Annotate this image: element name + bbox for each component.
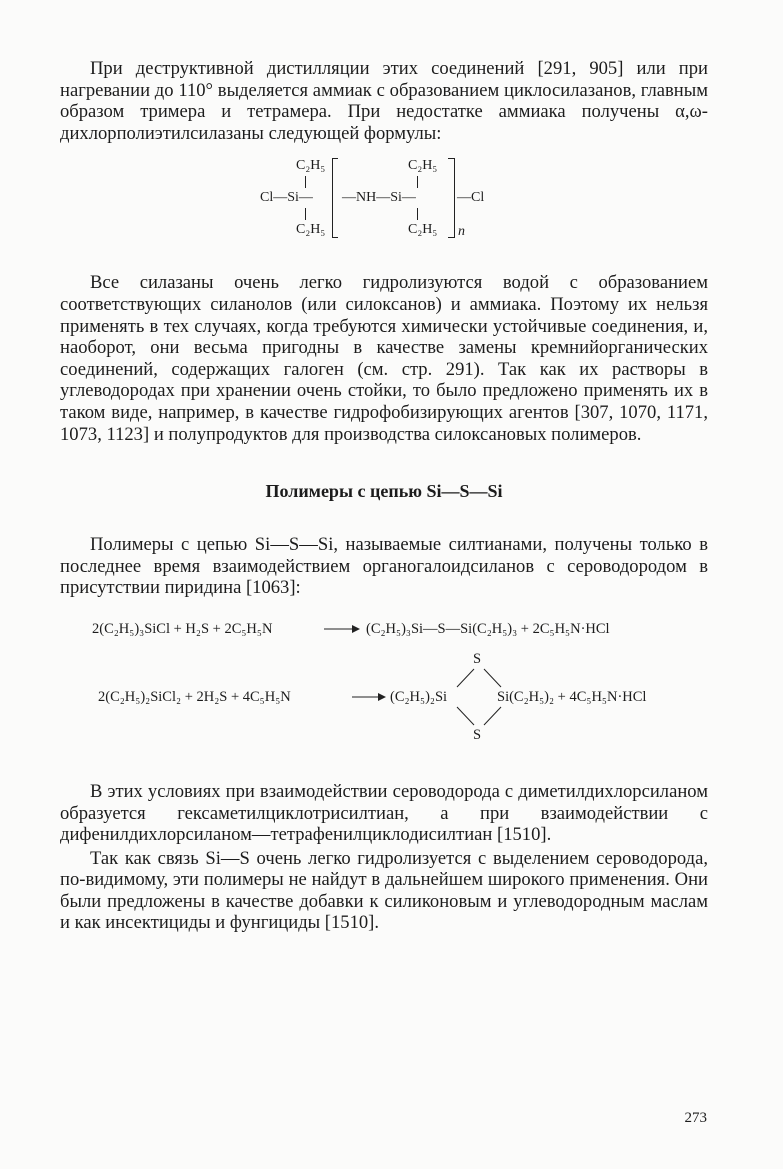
paragraph-3: Полимеры с цепью Si—S—Si, называемые силтианами, получены только в последнее время взаимодействием органогалоидсиланов с сероводородом в присутствии пиридина [1063]: — [60, 534, 708, 599]
paragraph-1: При деструктивной дистилляции этих соединений [291, 905] или при нагревании до 110° выделяется аммиак с образованием циклосилазанов, главным образом тримера и тетрамера. При недостатке аммиака получены α,ω-дихлорполиэтилсилазаны следующей формулы: — [60, 58, 708, 144]
page-number: 273 — [684, 1110, 707, 1126]
ring-sulfur-bottom: S — [473, 726, 482, 743]
formula-c2h5-bottom-left: C₂H₅ — [296, 222, 326, 238]
formula-c2h5-top-left: C₂H₅ — [296, 158, 326, 174]
reaction-2-ring-left: (C₂H₅)₂Si — [390, 688, 448, 705]
structural-formula — [60, 144, 708, 272]
ring-sulfur-top: S — [473, 650, 482, 667]
page-content — [60, 58, 708, 934]
reaction-1-reactants: 2(C₂H₅)₃SiCl + H₂S + 2C₅H₅N — [92, 620, 273, 637]
formula-cl-si: Cl—Si— — [260, 190, 313, 206]
reaction-1-products: (C₂H₅)₃Si—S—Si(C₂H₅)₃ + 2C₅H₅N·HCl — [366, 620, 610, 637]
reaction-2-ring-right-products: Si(C₂H₅)₂ + 4C₅H₅N·HCl — [497, 688, 647, 705]
reaction-scheme — [60, 617, 708, 745]
formula-cl-end: —Cl — [457, 190, 485, 206]
formula-nh-si: —NH—Si— — [342, 190, 416, 206]
reaction-2-reactants: 2(C₂H₅)₂SiCl₂ + 2H₂S + 4C₅H₅N — [98, 688, 291, 705]
paragraph-2: Все силазаны очень легко гидролизуются водой с образованием соответствующих силанолов (или силоксанов) и аммиака. Поэтому их нельзя применять в тех случаях, когда требуются химически устойчивые соединения, и, наоборот, они весьма пригодны в качестве замены кремнийорганических соединений, содержащих галоген (см. стр. 291). Так как их растворы в углеводородах при хранении очень стойки, то было предложено применять их в таком виде, например, в качестве гидрофобизирующих агентов [307, 1070, 1171, 1073, 1123] и полупродуктов для производства силоксановых полимеров. — [60, 272, 708, 445]
formula-c2h5-top-right: C₂H₅ — [408, 158, 438, 174]
paragraph-4: В этих условиях при взаимодействии сероводорода с диметилдихлорсиланом образуется гексаметилциклотрисилтиан, а при взаимодействии с дифенилдихлорсиланом—тетрафенилциклодисилтиан [1510]. — [60, 780, 708, 846]
formula-c2h5-bottom-right: C₂H₅ — [408, 222, 438, 238]
section-heading: Полимеры с цепью Si—S—Si — [265, 481, 503, 502]
formula-subscript-n: n — [458, 224, 465, 240]
paragraph-5: Так как связь Si—S очень легко гидролизуется с выделением сероводорода, по-видимому, эти полимеры не найдут в дальнейшем широкого применения. Они были предложены в качестве добавки к силиконовым и углеводородным маслам и как инсектициды и фунгициды [1510]. — [60, 847, 708, 934]
